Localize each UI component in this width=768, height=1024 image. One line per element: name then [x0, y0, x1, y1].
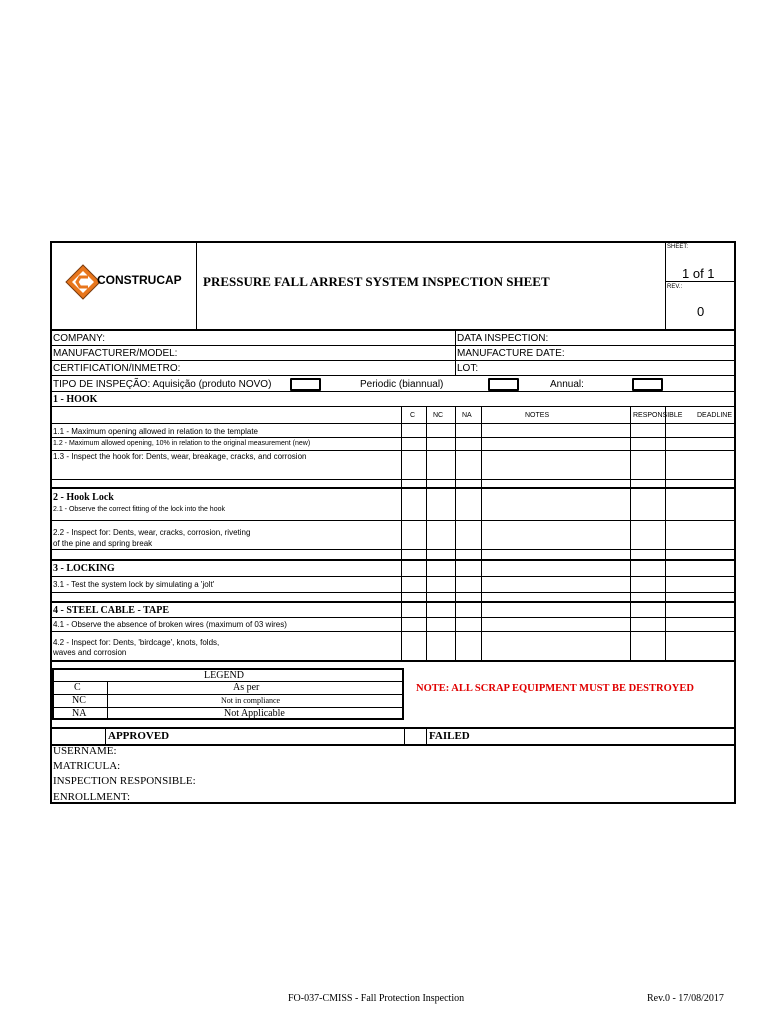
- form-revision: Rev.0 - 17/08/2017: [647, 993, 724, 1004]
- legend-meaning: Not Applicable: [224, 708, 285, 719]
- divider: [52, 549, 736, 550]
- list-item: 1.3 - Inspect the hook for: Dents, wear, breakage, cracks, and corrosion: [53, 452, 307, 461]
- divider: [105, 727, 106, 744]
- divider: [52, 592, 736, 593]
- divider: [52, 487, 736, 489]
- legend-title: LEGEND: [204, 670, 244, 681]
- divider: [52, 391, 736, 392]
- company-field[interactable]: COMPANY:: [53, 333, 106, 344]
- legend-code: NA: [72, 708, 87, 719]
- column-notes: NOTES: [525, 412, 550, 419]
- legend-meaning: Not in compliance: [221, 696, 281, 705]
- approved-label[interactable]: APPROVED: [108, 730, 170, 742]
- divider: [52, 437, 736, 438]
- list-item: 2.2 - Inspect for: Dents, wear, cracks, corrosion, riveting: [53, 528, 251, 537]
- divider: [52, 601, 736, 603]
- construcap-logo: [65, 264, 101, 305]
- divider: [52, 660, 736, 662]
- matricula-field[interactable]: MATRICULA:: [53, 760, 121, 772]
- periodic-label: Periodic (biannual): [360, 379, 444, 390]
- divider: [665, 406, 666, 660]
- inspection-sheet: [50, 241, 736, 804]
- divider: [404, 727, 405, 744]
- username-field[interactable]: USERNAME:: [53, 745, 117, 757]
- failed-label[interactable]: FAILED: [429, 730, 470, 742]
- divider: [52, 360, 736, 361]
- scrap-warning-note: NOTE: ALL SCRAP EQUIPMENT MUST BE DESTROYED: [416, 683, 694, 694]
- list-item: 4.1 - Observe the absence of broken wires (maximum of 03 wires): [53, 620, 287, 629]
- section-locking-title: 3 - LOCKING: [53, 563, 115, 574]
- section-hook-lock-title: 2 - Hook Lock: [53, 492, 114, 503]
- divider: [52, 559, 736, 561]
- column-deadline: DEADLINE: [697, 412, 733, 419]
- divider: [52, 631, 736, 632]
- legend-box: [52, 668, 404, 720]
- data-inspection-field[interactable]: DATA INSPECTION:: [457, 333, 549, 344]
- divider: [426, 727, 427, 744]
- enrollment-field[interactable]: ENROLLMENT:: [53, 791, 131, 803]
- divider: [52, 479, 736, 480]
- section-steel-cable-title: 4 - STEEL CABLE - TAPE: [53, 605, 170, 616]
- column-c: C: [410, 412, 416, 419]
- divider: [401, 406, 402, 660]
- rev-value: 0: [697, 304, 705, 319]
- divider: [52, 423, 736, 424]
- inspection-responsible-field[interactable]: INSPECTION RESPONSIBLE:: [53, 775, 196, 787]
- divider: [455, 406, 456, 660]
- list-item: 2.1 - Observe the correct fitting of the lock into the hook: [53, 506, 225, 513]
- new-acquisition-checkbox[interactable]: [290, 378, 321, 391]
- divider: [455, 329, 456, 376]
- logo-text: CONSTRUCAP: [97, 273, 182, 287]
- form-code: FO-037-CMISS - Fall Protection Inspection: [288, 993, 465, 1004]
- page-title: PRESSURE FALL ARREST SYSTEM INSPECTION SHEET: [203, 274, 550, 289]
- divider: [665, 243, 666, 329]
- lot-field[interactable]: LOT:: [457, 363, 479, 374]
- section-hook-title: 1 - HOOK: [53, 394, 98, 405]
- annual-label: Annual:: [550, 379, 584, 390]
- divider: [52, 375, 736, 376]
- divider: [196, 243, 197, 329]
- divider: [52, 406, 736, 407]
- list-item: 1.1 - Maximum opening allowed in relation to the template: [53, 427, 258, 436]
- divider: [52, 727, 736, 729]
- rev-label: REV.:: [667, 284, 683, 290]
- divider: [52, 345, 736, 346]
- column-responsible: RESPONSIBLE: [633, 412, 683, 419]
- legend-meaning: As per: [233, 682, 260, 693]
- inspection-type-label: TIPO DE INSPEÇÃO: Aquisição (produto NOVO): [53, 379, 272, 390]
- list-item: of the pine and spring break: [53, 539, 153, 548]
- list-item: waves and corrosion: [53, 648, 127, 657]
- divider: [52, 450, 736, 451]
- list-item: 1.2 - Maximum allowed opening, 10% in relation to the original measurement (new): [53, 440, 311, 447]
- manufacturer-model-field[interactable]: MANUFACTURER/MODEL:: [53, 348, 178, 359]
- manufacture-date-field[interactable]: MANUFACTURE DATE:: [457, 348, 565, 359]
- divider: [52, 744, 736, 746]
- divider: [426, 406, 427, 660]
- sheet-label: SHEET:: [667, 244, 689, 250]
- divider: [665, 281, 736, 282]
- certification-field[interactable]: CERTIFICATION/INMETRO:: [53, 363, 181, 374]
- divider: [52, 329, 736, 331]
- divider: [630, 406, 631, 660]
- column-na: NA: [462, 412, 472, 419]
- divider: [52, 617, 736, 618]
- list-item: 3.1 - Test the system lock by simulating a 'jolt': [53, 580, 215, 589]
- divider: [52, 520, 736, 521]
- periodic-checkbox[interactable]: [488, 378, 519, 391]
- divider: [52, 576, 736, 577]
- sheet-value: 1 of 1: [682, 266, 715, 281]
- legend-code: NC: [72, 695, 86, 706]
- list-item: 4.2 - Inspect for: Dents, 'birdcage', knots, folds,: [53, 638, 220, 647]
- column-nc: NC: [433, 412, 444, 419]
- legend-code: C: [74, 682, 81, 693]
- divider: [481, 406, 482, 660]
- annual-checkbox[interactable]: [632, 378, 663, 391]
